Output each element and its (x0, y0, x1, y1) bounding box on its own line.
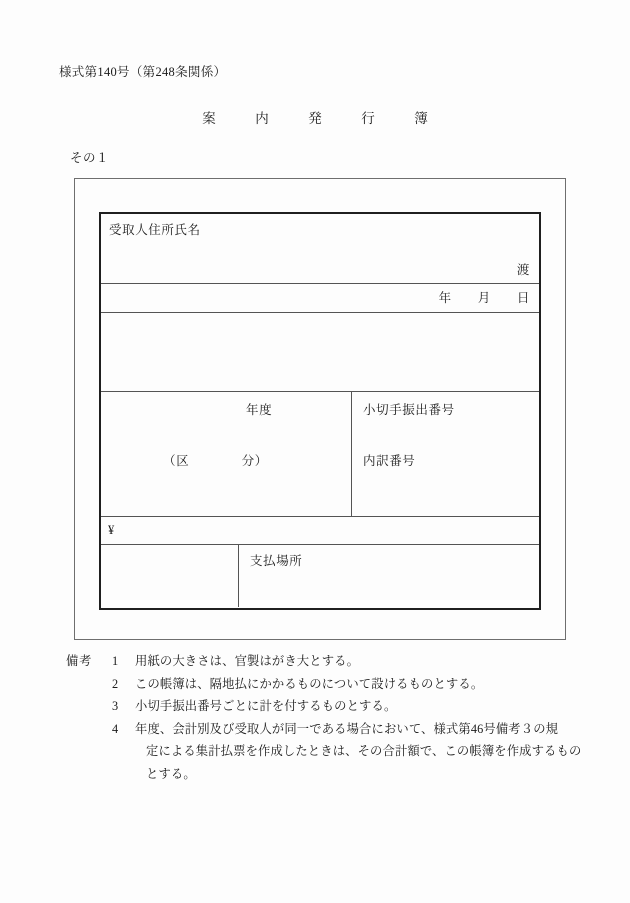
payment-place-cell (239, 545, 539, 607)
yen-symbol: ¥ (108, 523, 115, 537)
classification-label: （区 分） (163, 454, 268, 468)
check-issue-number-label: 小切手振出番号 (363, 403, 455, 417)
sheet-label: その１ (70, 151, 110, 165)
table-row-payment-place (101, 545, 539, 607)
remarks-heading: 備考 (66, 654, 93, 668)
table-row-blank-writing-area (101, 313, 539, 392)
date-fields (439, 292, 530, 305)
list-item (112, 673, 586, 696)
payment-place-blank-cell (101, 545, 239, 607)
check-number-cell (352, 392, 539, 516)
day-label: 日 (516, 291, 530, 305)
ledger-card-table (99, 212, 541, 610)
remark-number: 2 (112, 676, 119, 691)
remark-number: 4 (112, 721, 119, 736)
classification-cell (101, 392, 352, 516)
fiscal-year-label: 年度 (246, 403, 273, 417)
page-title: 案 内 発 行 簿 (202, 111, 441, 126)
table-row-payee (101, 214, 539, 284)
remarks-list (66, 650, 586, 785)
breakdown-number-label: 内訳番号 (363, 454, 416, 468)
table-row-amount (101, 517, 539, 545)
remark-text: 用紙の大きさは、官製はがき大とする。 (135, 654, 360, 668)
list-item (112, 718, 586, 786)
year-label: 年 (438, 291, 452, 305)
form-number: 様式第140号（第248条関係） (59, 65, 227, 79)
remark-text-continued: とする。 (146, 766, 196, 781)
month-label: 月 (477, 291, 491, 305)
list-item (112, 695, 586, 718)
remark-number: 3 (112, 699, 119, 713)
payee-address-name-label: 受取人住所氏名 (109, 223, 201, 237)
remark-text-continued: 定による集計払票を作成したときは、その合計額で、この帳簿を作成するもの (146, 744, 582, 758)
remark-text: 年度、会計別及び受取人が同一である場合において、様式第46号備考３の規 (135, 721, 559, 736)
remarks-section (66, 650, 586, 785)
remark-text: 小切手振出番号ごとに計を付するものとする。 (135, 699, 397, 713)
watari-label: 渡 (516, 262, 530, 277)
remark-text: この帳簿は、隔地払にかかるものについて設けるものとする。 (135, 676, 484, 691)
table-row-date (101, 284, 539, 313)
remark-number: 1 (112, 654, 119, 668)
table-row-classification (101, 392, 539, 517)
list-item (112, 650, 586, 673)
payment-place-label: 支払場所 (250, 554, 303, 568)
